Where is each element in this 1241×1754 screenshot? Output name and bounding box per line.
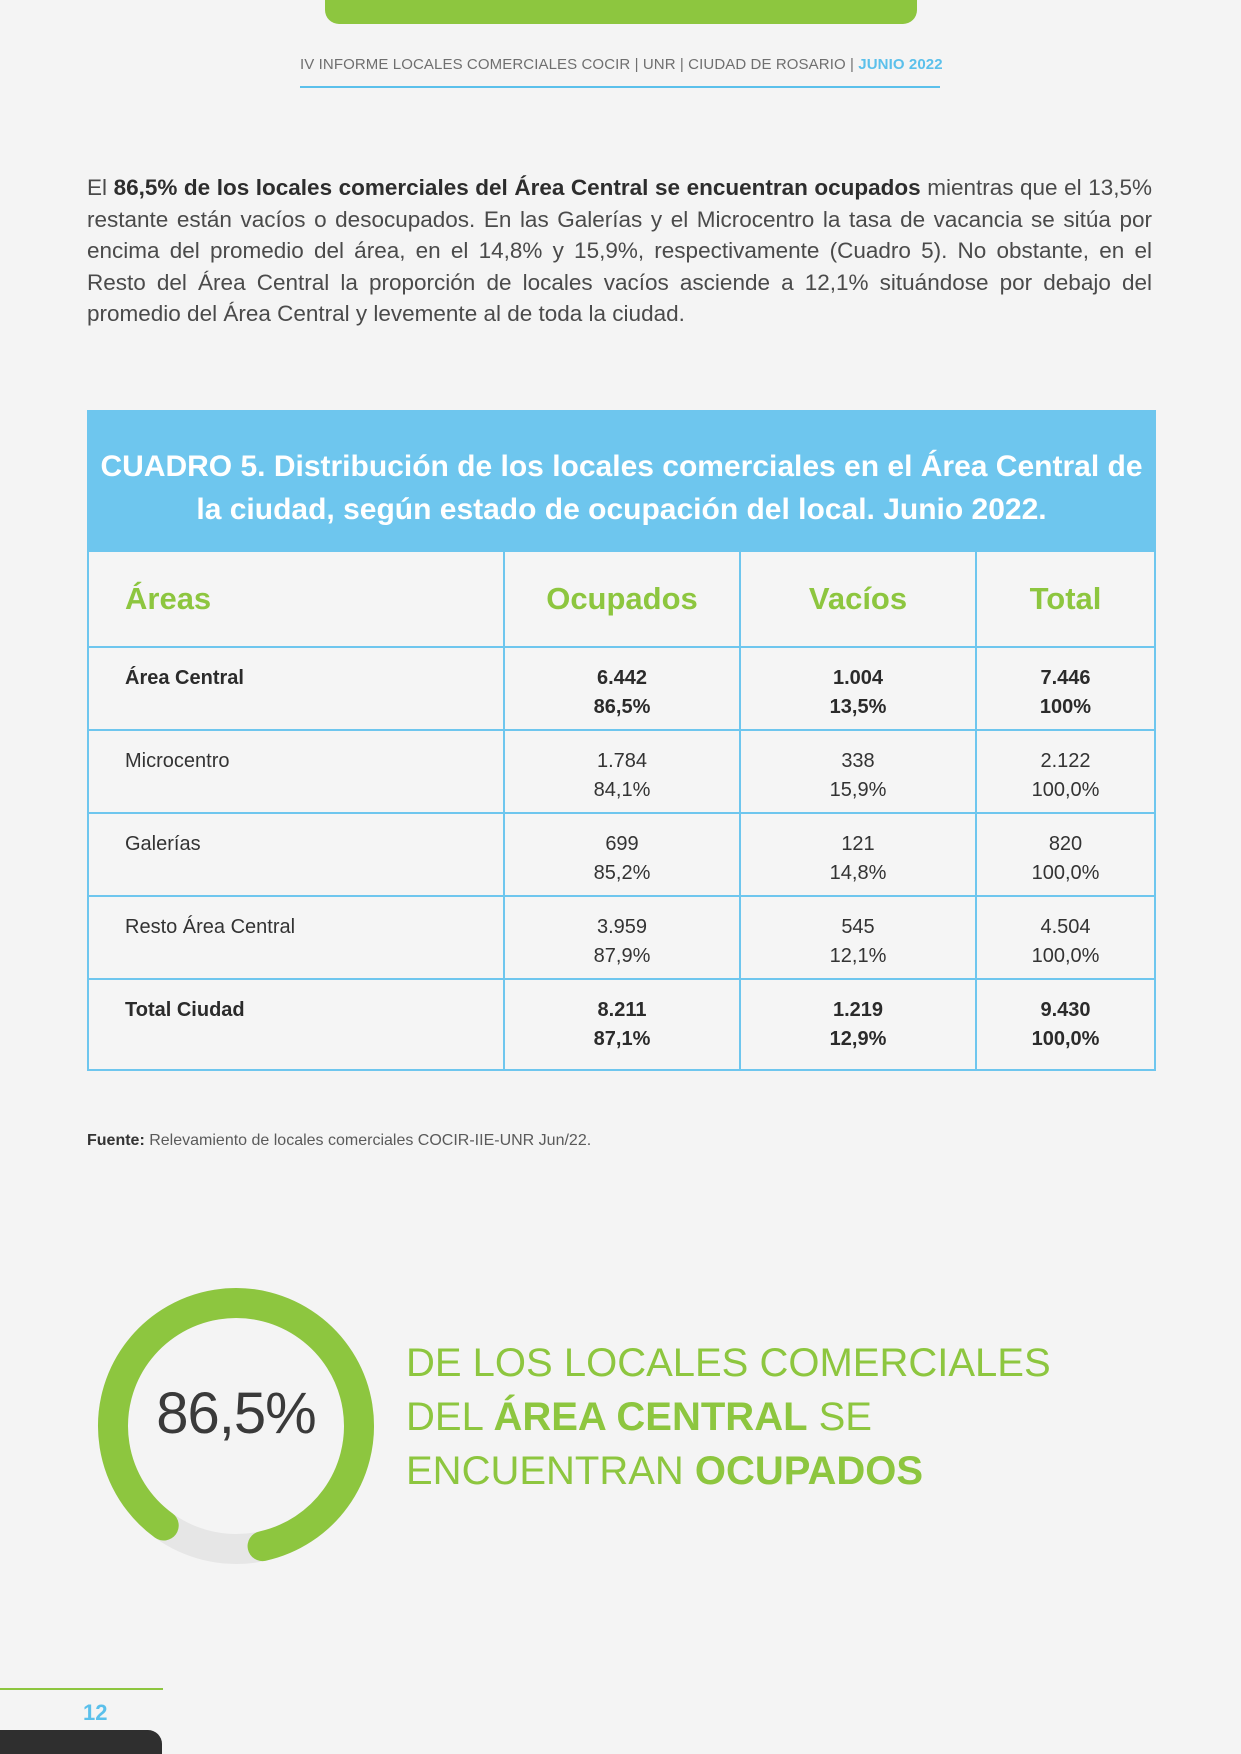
- callout-line-2: DEL ÁREA CENTRAL SE: [406, 1395, 872, 1439]
- table-row: [89, 896, 1154, 979]
- header-ocupados: Ocupados: [504, 552, 740, 647]
- footer-block: [0, 1730, 162, 1754]
- highlight-callout: [406, 1336, 1051, 1498]
- header-vacios: Vacíos: [740, 552, 976, 647]
- intro-bold: 86,5% de los locales comerciales del Área Central se encuentran ocupados: [113, 175, 921, 200]
- table-row: [89, 979, 1154, 1069]
- row-area: Galerías: [89, 813, 504, 896]
- callout-line-1: DE LOS LOCALES COMERCIALES: [406, 1341, 1051, 1385]
- row-ocupados: 699 85,2%: [504, 813, 740, 896]
- row-vacios: 338 15,9%: [740, 730, 976, 813]
- source-label: Fuente:: [87, 1132, 145, 1149]
- table-header-row: [89, 552, 1154, 647]
- row-area: Total Ciudad: [89, 979, 504, 1069]
- header-rule: [300, 86, 940, 88]
- donut-value: 86,5%: [156, 1381, 316, 1446]
- table-row: [89, 647, 1154, 730]
- row-ocupados: 6.442 86,5%: [504, 647, 740, 730]
- row-vacios: 1.004 13,5%: [740, 647, 976, 730]
- data-table: [89, 552, 1154, 1069]
- header-total: Total: [976, 552, 1154, 647]
- header-areas: Áreas: [89, 552, 504, 647]
- row-area: Área Central: [89, 647, 504, 730]
- row-area: Microcentro: [89, 730, 504, 813]
- cuadro-5-table: [87, 410, 1156, 1071]
- top-accent-bar: [325, 0, 917, 24]
- row-ocupados: 1.784 84,1%: [504, 730, 740, 813]
- footer-rule: [0, 1688, 163, 1690]
- callout-line-3: ENCUENTRAN OCUPADOS: [406, 1449, 924, 1493]
- page-number: 12: [83, 1700, 108, 1725]
- row-ocupados: 3.959 87,9%: [504, 896, 740, 979]
- row-total: 2.122 100,0%: [976, 730, 1154, 813]
- row-total: 9.430 100,0%: [976, 979, 1154, 1069]
- row-total: 4.504 100,0%: [976, 896, 1154, 979]
- row-area: Resto Área Central: [89, 896, 504, 979]
- row-vacios: 1.219 12,9%: [740, 979, 976, 1069]
- row-vacios: 121 14,8%: [740, 813, 976, 896]
- source-text: Relevamiento de locales comerciales COCIR-IIE-UNR Jun/22.: [144, 1132, 592, 1149]
- source-note: [87, 1132, 591, 1150]
- row-vacios: 545 12,1%: [740, 896, 976, 979]
- row-total: 820 100,0%: [976, 813, 1154, 896]
- running-header-date: JUNIO 2022: [858, 56, 943, 73]
- table-title: CUADRO 5. Distribución de los locales comerciales en el Área Central de la ciudad, según estado de ocupación del local. Junio 2022.: [89, 412, 1154, 552]
- table-row: [89, 813, 1154, 896]
- running-header: [300, 56, 943, 73]
- intro-prefix: El: [87, 175, 114, 200]
- intro-rest: mientras que el 13,5% restante están vacíos o desocupados. En las Galerías y el Microcentro la tasa de vacancia se sitúa por encima del promedio del área, en el 14,8% y 15,9%, respectivamente (Cuadro 5). No obstante, en el Resto del Área Central la proporción de locales vacíos asciende a 12,1% situándose por debajo del promedio del Área Central y levemente al de toda la ciudad.: [87, 175, 1152, 326]
- row-total: 7.446 100%: [976, 647, 1154, 730]
- table-row: [89, 730, 1154, 813]
- intro-paragraph: [87, 172, 1152, 330]
- running-header-title: IV INFORME LOCALES COMERCIALES COCIR | UNR | CIUDAD DE ROSARIO |: [300, 56, 859, 73]
- row-ocupados: 8.211 87,1%: [504, 979, 740, 1069]
